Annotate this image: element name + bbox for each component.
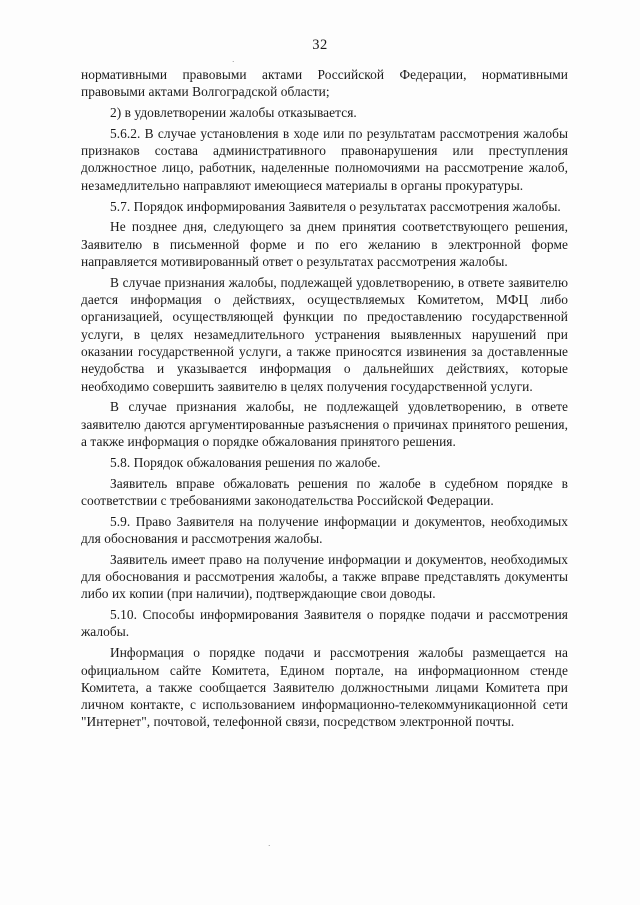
paragraph-5: Не позднее дня, следующего за днем принятия соответствующего решения, Заявителю в письменной форме и по его желанию в электронной форме направляется мотивированный ответ о результатах рассмотрения жалобы. <box>81 219 568 269</box>
paragraph-2: 2) в удовлетворении жалобы отказывается. <box>110 105 357 121</box>
scan-speck: · <box>232 58 235 66</box>
paragraph-12: 5.10. Способы информирования Заявителя о порядке подачи и рассмотрения жалобы. <box>81 607 568 640</box>
page-number: 32 <box>312 37 328 53</box>
scan-speck: · <box>268 842 271 850</box>
paragraph-9: Заявитель вправе обжаловать решения по жалобе в судебном порядке в соответствии с требованиями законодательства Российской Федерации. <box>81 475 568 508</box>
paragraph-6: В случае признания жалобы, подлежащей удовлетворению, в ответе заявителю дается информация о действиях, осуществляемых Комитетом, МФЦ либо организацией, осуществляющей функции по предоставлению государственной услуги, в целях незамедлительного устранения выявленных нарушений при оказании государственной услуги, а также приносятся извинения за доставленные неудобства и указывается информация о дальнейших действиях, которые необходимо совершить заявителю в целях получения государственной услуги. <box>81 274 568 394</box>
paragraph-10: 5.9. Право Заявителя на получение информации и документов, необходимых для обоснования и рассмотрения жалобы. <box>81 513 568 546</box>
paragraph-4: 5.7. Порядок информирования Заявителя о результатах рассмотрения жалобы. <box>110 198 561 214</box>
document-body <box>81 66 568 731</box>
paragraph-11: Заявитель имеет право на получение информации и документов, необходимых для обоснования и рассмотрения жалобы, а также вправе представлять документы либо их копии (при наличии), подтверждающие свои доводы. <box>81 551 568 602</box>
paragraph-1: нормативными правовыми актами Российской Федерации, нормативными правовыми актами Волгоградской области; <box>81 67 568 100</box>
paragraph-8: 5.8. Порядок обжалования решения по жалобе. <box>110 454 381 470</box>
paragraph-13: Информация о порядке подачи и рассмотрения жалобы размещается на официальном сайте Комитета, Едином портале, на информационном стенде Комитета, а также сообщается Заявителю должностными лицами Комитета при личном контакте, с использованием информационно-телекоммуникационной сети "Интернет", почтовой, телефонной связи, посредством электронной почты. <box>81 645 568 730</box>
paragraph-3: 5.6.2. В случае установления в ходе или по результатам рассмотрения жалобы признаков состава административного правонарушения или преступления должностное лицо, работник, наделенные полномочиями на рассмотрение жалоб, незамедлительно направляют имеющиеся материалы в органы прокуратуры. <box>81 125 568 193</box>
paragraph-7: В случае признания жалобы, не подлежащей удовлетворению, в ответе заявителю даются аргументированные разъяснения о причинах принятого решения, а также информация о порядке обжалования принятого решения. <box>81 399 568 449</box>
